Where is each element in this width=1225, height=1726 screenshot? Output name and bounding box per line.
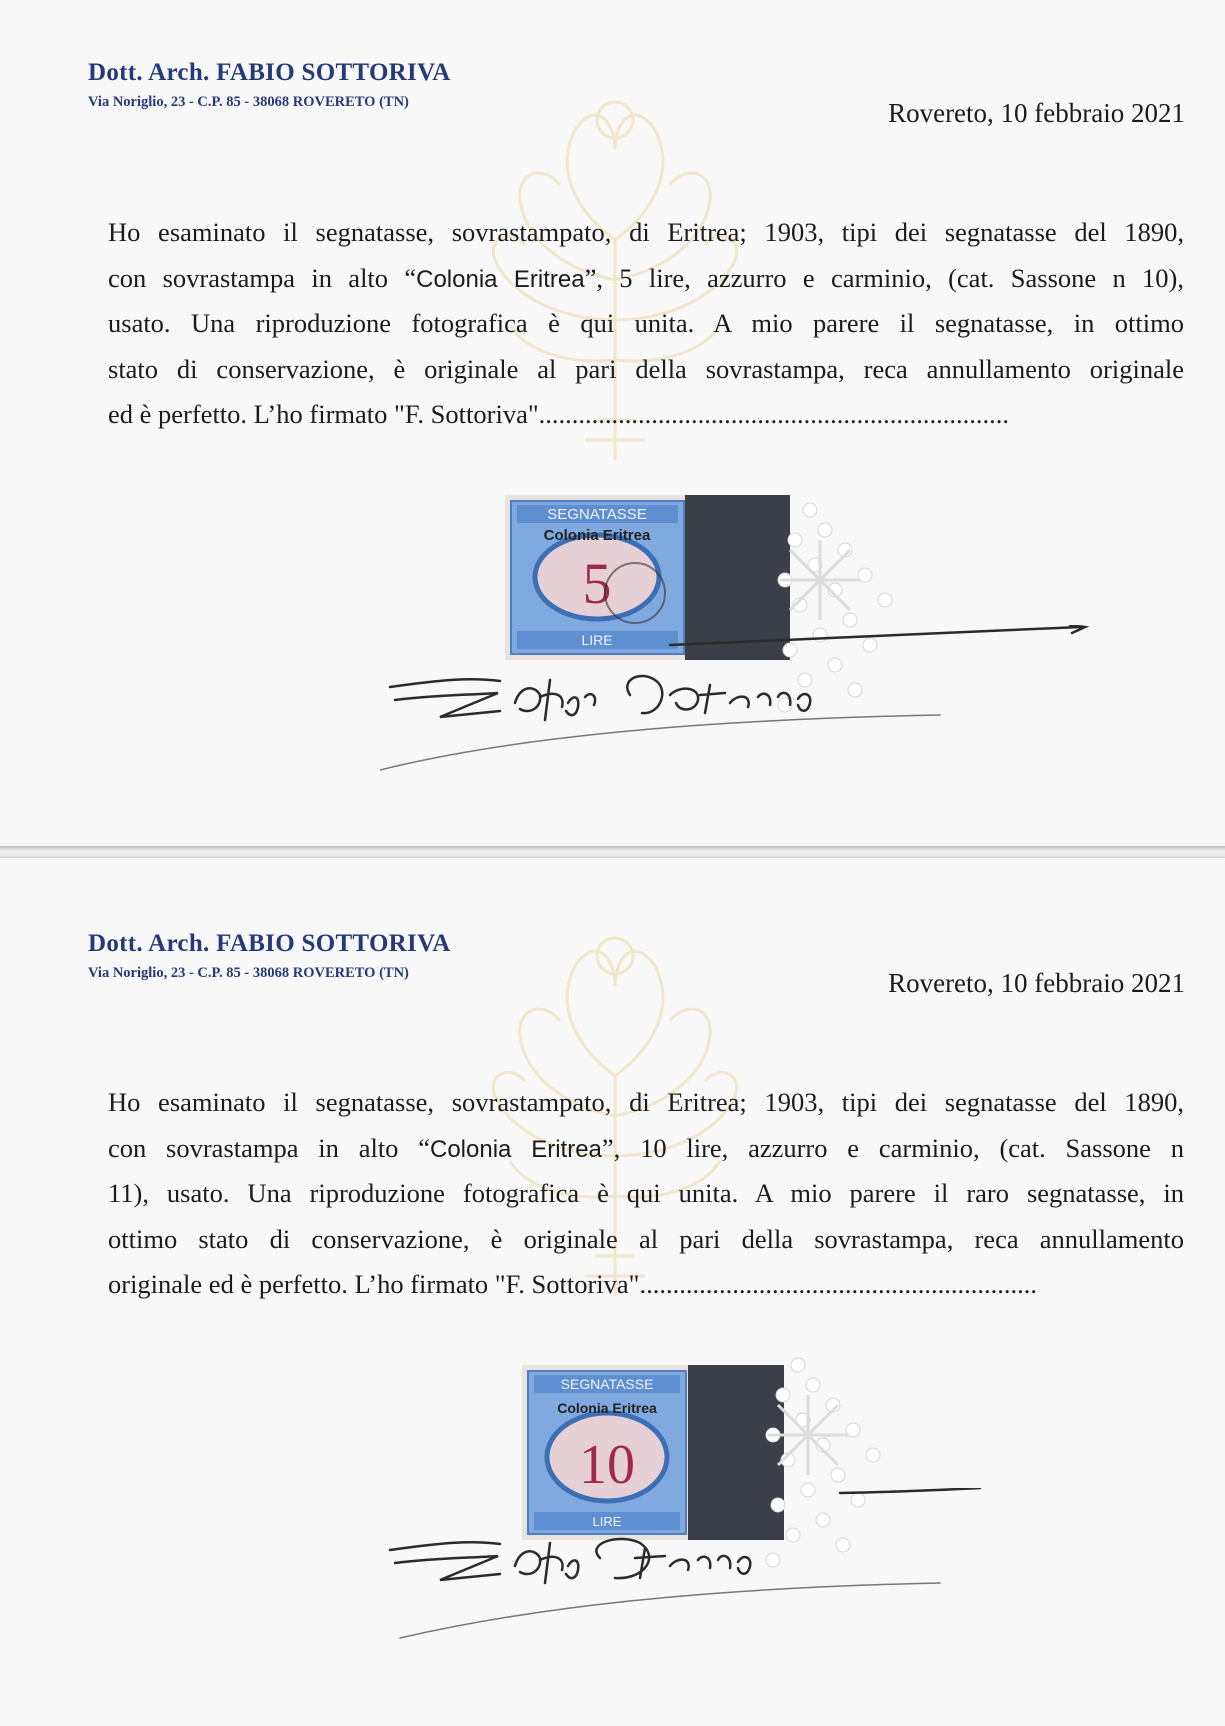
certificate-divider	[0, 846, 1225, 858]
certificate-1	[0, 0, 1225, 847]
body-line: usato. Una riproduzione fotografica è qui unita. A mio parere il segnatasse, in ottimo	[108, 308, 1184, 338]
body-line: Ho esaminato il segnatasse, sovrastampato, di Eritrea; 1903, tipi dei segnatasse del 1890,	[108, 1087, 1184, 1117]
certificate-date: Rovereto, 10 febbraio 2021	[888, 98, 1185, 128]
body-line: stato di conservazione, è originale al pari della sovrastampa, reca annullamento originale	[108, 353, 1184, 384]
stamp-footer: LIRE	[592, 1514, 622, 1529]
body-line: ottimo stato di conservazione, è originale al pari della sovrastampa, reca annullamento	[108, 1223, 1184, 1254]
body-line: Ho esaminato il segnatasse, sovrastampato, di Eritrea; 1903, tipi dei segnatasse del 1890,	[108, 217, 1184, 247]
body-line: 11), usato. Una riproduzione fotografica è qui unita. A mio parere il raro segnatasse, in	[108, 1178, 1184, 1208]
letterhead-address: Via Noriglio, 23 - C.P. 85 - 38068 ROVERETO (TN)	[88, 965, 409, 981]
stamp-header: SEGNATASSE	[547, 506, 647, 523]
letterhead-name: Dott. Arch. FABIO SOTTORIVA	[88, 930, 451, 957]
stamp-footer: LIRE	[581, 632, 613, 648]
body-line: originale ed è perfetto. L’ho firmato "F. Sottoriva"............................................................	[108, 1269, 1037, 1299]
certificate-date: Rovereto, 10 febbraio 2021	[888, 968, 1185, 998]
certificate-2	[0, 858, 1225, 1726]
body-line: ed è perfetto. L’ho firmato "F. Sottoriva".......................................................................	[108, 399, 1010, 429]
body-line: con sovrastampa in alto “Colonia Eritrea”, 5 lire, azzurro e carminio, (cat. Sassone n 10),	[108, 262, 1184, 293]
stamp-value: 5	[582, 551, 612, 616]
certificate-body	[108, 1080, 1184, 1308]
letterhead-address: Via Noriglio, 23 - C.P. 85 - 38068 ROVERETO (TN)	[88, 94, 409, 110]
certificate-body	[108, 210, 1184, 438]
stamp-value: 10	[579, 1434, 635, 1496]
body-line: con sovrastampa in alto “Colonia Eritrea”, 10 lire, azzurro e carminio, (cat. Sassone n	[108, 1132, 1184, 1163]
signature	[380, 1488, 1100, 1708]
letterhead-name: Dott. Arch. FABIO SOTTORIVA	[88, 59, 451, 86]
stamp-overprint: Colonia Eritrea	[543, 527, 651, 544]
stamp-header: SEGNATASSE	[560, 1376, 654, 1392]
stamp-overprint: Colonia Eritrea	[557, 1400, 657, 1416]
signature	[380, 625, 1100, 845]
